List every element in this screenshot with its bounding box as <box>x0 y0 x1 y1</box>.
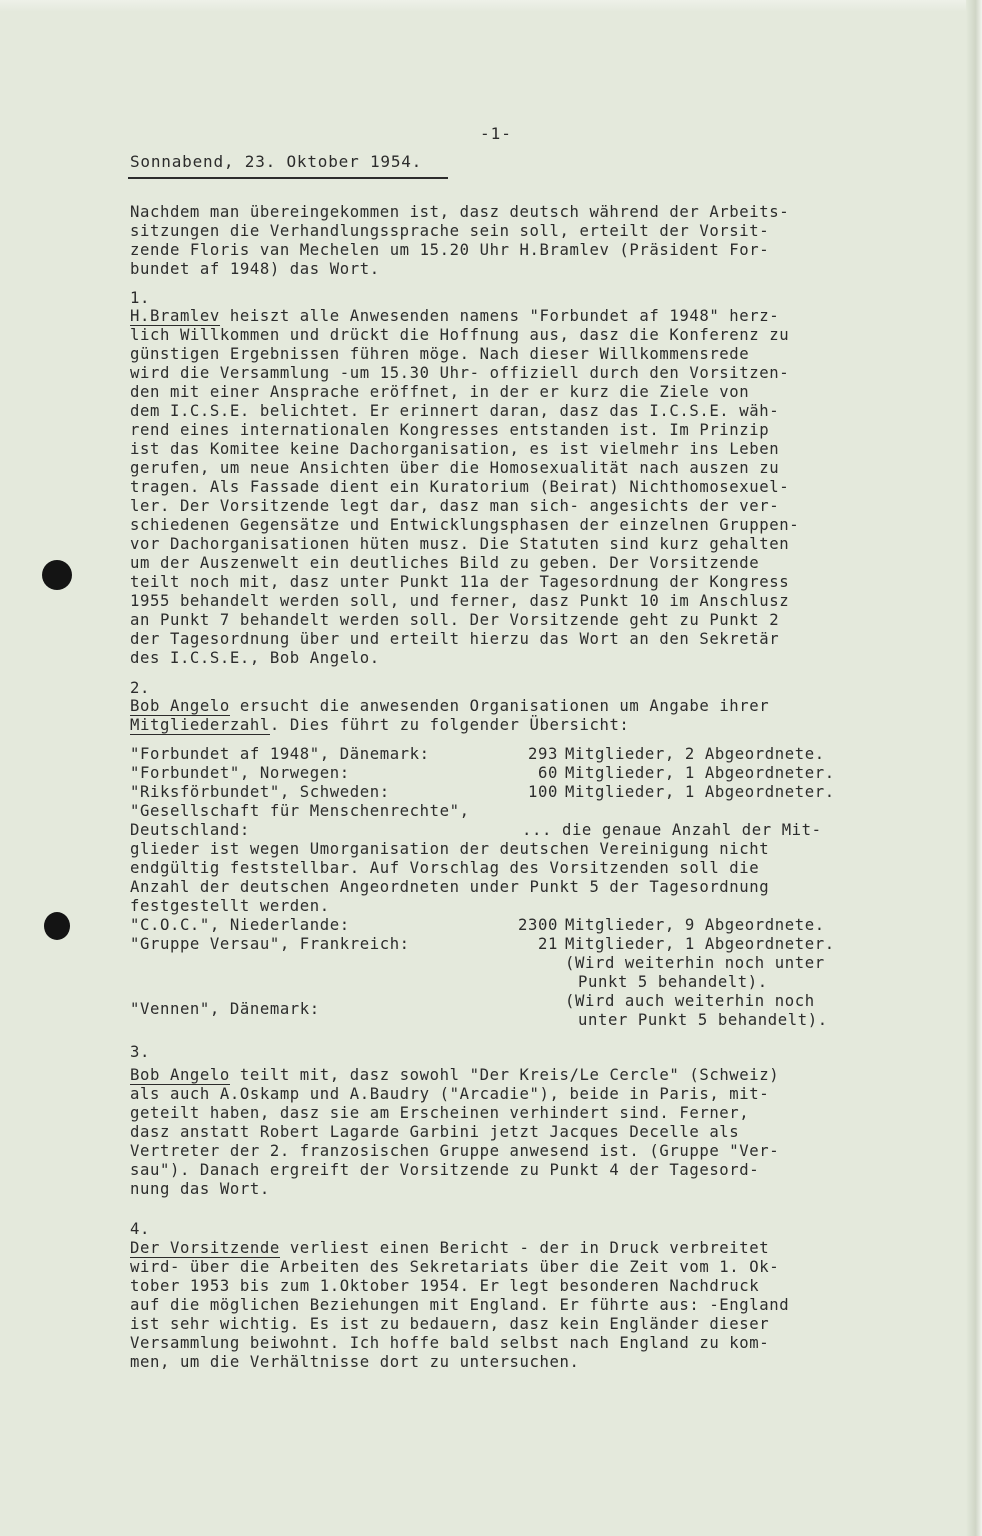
org-country: Deutschland: <box>130 821 250 839</box>
paragraph-line: Anzahl der deutschen Angeordneten under Punkt 5 der Tagesordnung <box>130 878 770 896</box>
member-count: 21 <box>538 935 558 953</box>
intro-line: zende Floris van Mechelen um 15.20 Uhr H.Bramlev (Präsident For- <box>130 241 770 259</box>
member-info: Mitglieder, 1 Abgeordneter. <box>565 783 835 801</box>
member-info: Mitglieder, 1 Abgeordneter. <box>565 935 835 953</box>
section-first-line <box>130 1066 779 1084</box>
paragraph-line: wird- über die Arbeiten des Sekretariats über die Zeit vom 1. Ok- <box>130 1258 780 1276</box>
section-number: 1. <box>130 289 150 307</box>
org-name: "C.O.C.", Niederlande: <box>130 916 350 934</box>
paragraph-line: als auch A.Oskamp und A.Baudry ("Arcadie"), beide in Paris, mit- <box>130 1085 770 1103</box>
speaker-name: H.Bramlev <box>130 307 220 325</box>
paragraph-line: 1955 behandelt werden soll, und ferner, dasz Punkt 10 im Anschlusz <box>130 592 790 610</box>
section-text: verliest einen Bericht - der in Druck verbreitet <box>279 1239 770 1257</box>
paragraph-line: tober 1953 bis zum 1.Oktober 1954. Er legt besonderen Nachdruck <box>130 1277 760 1295</box>
member-count: 60 <box>538 764 558 782</box>
org-name: "Gesellschaft für Menschenrechte", <box>130 802 470 820</box>
paragraph-line: nung das Wort. <box>130 1180 270 1198</box>
punch-hole-lower <box>44 912 70 940</box>
member-info: ... die genaue Anzahl der Mit- <box>522 821 822 839</box>
paragraph-line: schiedenen Gegensätze und Entwicklungsphasen der einzelnen Gruppen- <box>130 516 800 534</box>
underlined-term: Mitgliederzahl <box>130 716 270 734</box>
intro-line: sitzungen die Verhandlungssprache sein soll, erteilt der Vorsit- <box>130 222 770 240</box>
paragraph-line: dasz anstatt Robert Lagarde Garbini jetzt Jacques Decelle als <box>130 1123 740 1141</box>
intro-line: bundet af 1948) das Wort. <box>130 260 380 278</box>
org-name: "Vennen", Dänemark: <box>130 1000 320 1018</box>
punch-hole-upper <box>42 560 72 590</box>
member-count: 100 <box>528 783 558 801</box>
section-first-line <box>130 307 779 325</box>
member-note: (Wird auch weiterhin noch <box>565 992 815 1010</box>
section-first-line <box>130 697 769 715</box>
member-count: 293 <box>528 745 558 763</box>
paragraph-line: teilt noch mit, dasz unter Punkt 11a der Tagesordnung der Kongress <box>130 573 790 591</box>
member-info: Mitglieder, 9 Abgeordnete. <box>565 916 825 934</box>
member-note: Punkt 5 behandelt). <box>578 973 768 991</box>
org-name: "Gruppe Versau", Frankreich: <box>130 935 410 953</box>
paragraph-line: der Tagesordnung über und erteilt hierzu das Wort an den Sekretär <box>130 630 780 648</box>
org-name: "Riksförbundet", Schweden: <box>130 783 390 801</box>
section-text: ersucht die anwesenden Organisationen um Angabe ihrer <box>229 697 770 715</box>
paragraph-line: den mit einer Ansprache eröffnet, in der er kurz die Ziele von <box>130 383 750 401</box>
paragraph-line: men, um die Verhältnisse dort zu untersuchen. <box>130 1353 580 1371</box>
member-note: unter Punkt 5 behandelt). <box>578 1011 828 1029</box>
section-second-line <box>130 716 629 734</box>
section-text: heiszt alle Anwesenden namens "Forbundet af 1948" herz- <box>219 307 780 325</box>
paragraph-line: des I.C.S.E., Bob Angelo. <box>130 649 380 667</box>
paragraph-line: sau"). Danach ergreift der Vorsitzende zu Punkt 4 der Tagesord- <box>130 1161 760 1179</box>
section-text: . Dies führt zu folgender Übersicht: <box>269 716 630 734</box>
paragraph-line: günstigen Ergebnissen führen möge. Nach dieser Willkommensrede <box>130 345 750 363</box>
paper-edge-right <box>966 0 982 1536</box>
section-number: 3. <box>130 1043 150 1061</box>
section-number: 4. <box>130 1220 150 1238</box>
date-heading: Sonnabend, 23. Oktober 1954. <box>130 152 423 171</box>
org-name: "Forbundet", Norwegen: <box>130 764 350 782</box>
member-count: 2300 <box>518 916 558 934</box>
section-first-line <box>130 1239 769 1257</box>
paragraph-line: ler. Der Vorsitzende legt dar, dasz man sich- angesichts der ver- <box>130 497 780 515</box>
paragraph-line: festgestellt werden. <box>130 897 330 915</box>
paragraph-line: endgültig feststellbar. Auf Vorschlag des Vorsitzenden soll die <box>130 859 760 877</box>
paper-edge-top <box>0 0 982 12</box>
paragraph-line: vor Dachorganisationen hüten musz. Die Statuten sind kurz gehalten <box>130 535 790 553</box>
paragraph-line: wird die Versammlung -um 15.30 Uhr- offiziell durch den Vorsitzen- <box>130 364 790 382</box>
paragraph-line: ist sehr wichtig. Es ist zu bedauern, dasz kein Engländer dieser <box>130 1315 770 1333</box>
paragraph-line: Vertreter der 2. franzosischen Gruppe anwesend ist. (Gruppe "Ver- <box>130 1142 780 1160</box>
paragraph-line: an Punkt 7 behandelt werden soll. Der Vorsitzende geht zu Punkt 2 <box>130 611 780 629</box>
org-name: "Forbundet af 1948", Dänemark: <box>130 745 430 763</box>
paragraph-line: geteilt haben, dasz sie am Erscheinen verhindert sind. Ferner, <box>130 1104 750 1122</box>
paragraph-line: Versammlung beiwohnt. Ich hoffe bald selbst nach England zu kom- <box>130 1334 770 1352</box>
member-info: Mitglieder, 2 Abgeordnete. <box>565 745 825 763</box>
speaker-name: Bob Angelo <box>130 1066 230 1084</box>
page-number: -1- <box>480 124 512 143</box>
paragraph-line: auf die möglichen Beziehungen mit England. Er führte aus: -England <box>130 1296 790 1314</box>
section-text: teilt mit, dasz sowohl "Der Kreis/Le Cercle" (Schweiz) <box>229 1066 780 1084</box>
date-underline <box>128 177 448 179</box>
paragraph-line: gerufen, um neue Ansichten über die Homosexualität nach auszen zu <box>130 459 780 477</box>
member-info: Mitglieder, 1 Abgeordneter. <box>565 764 835 782</box>
paragraph-line: tragen. Als Fassade dient ein Kuratorium (Beirat) Nichthomosexuel- <box>130 478 790 496</box>
paragraph-line: glieder ist wegen Umorganisation der deutschen Vereinigung nicht <box>130 840 770 858</box>
section-number: 2. <box>130 679 150 697</box>
paragraph-line: rend eines internationalen Kongresses entstanden ist. Im Prinzip <box>130 421 770 439</box>
intro-line: Nachdem man übereingekommen ist, dasz deutsch während der Arbeits- <box>130 203 790 221</box>
speaker-name: Bob Angelo <box>130 697 230 715</box>
member-note: (Wird weiterhin noch unter <box>565 954 825 972</box>
paragraph-line: um der Auszenwelt ein deutliches Bild zu geben. Der Vorsitzende <box>130 554 760 572</box>
paragraph-line: dem I.C.S.E. belichtet. Er erinnert daran, dasz das I.C.S.E. wäh- <box>130 402 780 420</box>
paragraph-line: ist das Komitee keine Dachorganisation, es ist vielmehr ins Leben <box>130 440 780 458</box>
paragraph-line: lich Willkommen und drückt die Hoffnung aus, dasz die Konferenz zu <box>130 326 790 344</box>
speaker-name: Der Vorsitzende <box>130 1239 280 1257</box>
